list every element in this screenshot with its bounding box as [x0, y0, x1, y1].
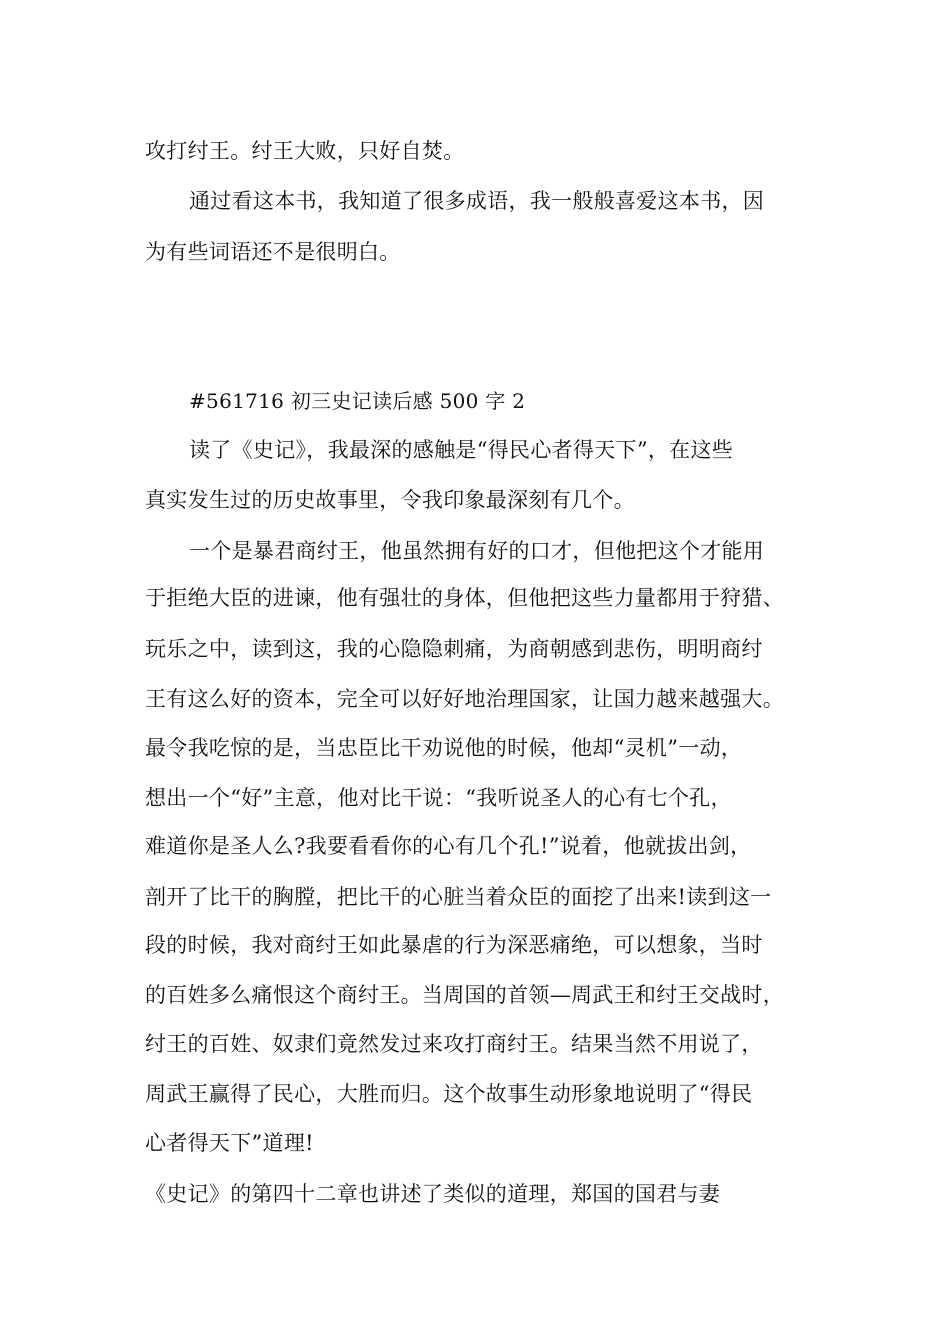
text-line-12: 想出一个“好”主意，他对比干说：“我听说圣人的心有七个孔， — [145, 786, 732, 810]
text-line-9: 玩乐之中，读到这，我的心隐隐刺痛，为商朝感到悲伤，明明商纣 — [145, 637, 763, 661]
text-line-11: 最令我吃惊的是，当忠臣比干劝说他的时候，他却“灵机”一动， — [145, 736, 743, 760]
text-line-14: 剖开了比干的胸膛，把比干的心脏当着众臣的面挖了出来!读到这一 — [145, 885, 772, 909]
text-line-16: 的百姓多么痛恨这个商纣王。当周国的首领—周武王和纣王交战时， — [145, 983, 784, 1007]
text-line-3: 为有些词语还不是很明白。 — [145, 240, 401, 264]
text-line-5: 读了《史记》，我最深的感触是“得民心者得天下”，在这些 — [189, 438, 734, 462]
text-line-1: 攻打纣王。纣王大败，只好自焚。 — [145, 139, 465, 163]
text-line-6: 真实发生过的历史故事里，令我印象最深刻有几个。 — [145, 488, 635, 512]
text-line-17: 纣王的百姓、奴隶们竟然发过来攻打商纣王。结果当然不用说了， — [145, 1032, 763, 1056]
text-line-19: 心者得天下”道理! — [145, 1131, 314, 1155]
text-line-15: 段的时候，我对商纣王如此暴虐的行为深恶痛绝，可以想象，当时 — [145, 933, 763, 957]
text-line-20: 《史记》的第四十二章也讲述了类似的道理，郑国的国君与妻 — [145, 1182, 721, 1206]
section-heading: #561716 初三史记读后感 500 字 2 — [189, 389, 526, 413]
text-line-13: 难道你是圣人么?我要看看你的心有几个孔!”说着，他就拔出剑， — [145, 834, 752, 858]
text-line-7: 一个是暴君商纣王，他虽然拥有好的口才，但他把这个才能用 — [189, 539, 765, 563]
text-line-18: 周武王赢得了民心，大胜而归。这个故事生动形象地说明了“得民 — [145, 1082, 753, 1106]
text-line-2: 通过看这本书，我知道了很多成语，我一般般喜爱这本书，因 — [189, 189, 765, 213]
text-line-8: 于拒绝大臣的进谏，他有强壮的身体，但他把这些力量都用于狩猎、 — [145, 586, 784, 610]
text-line-10: 王有这么好的资本，完全可以好好地治理国家，让国力越来越强大。 — [145, 687, 784, 711]
